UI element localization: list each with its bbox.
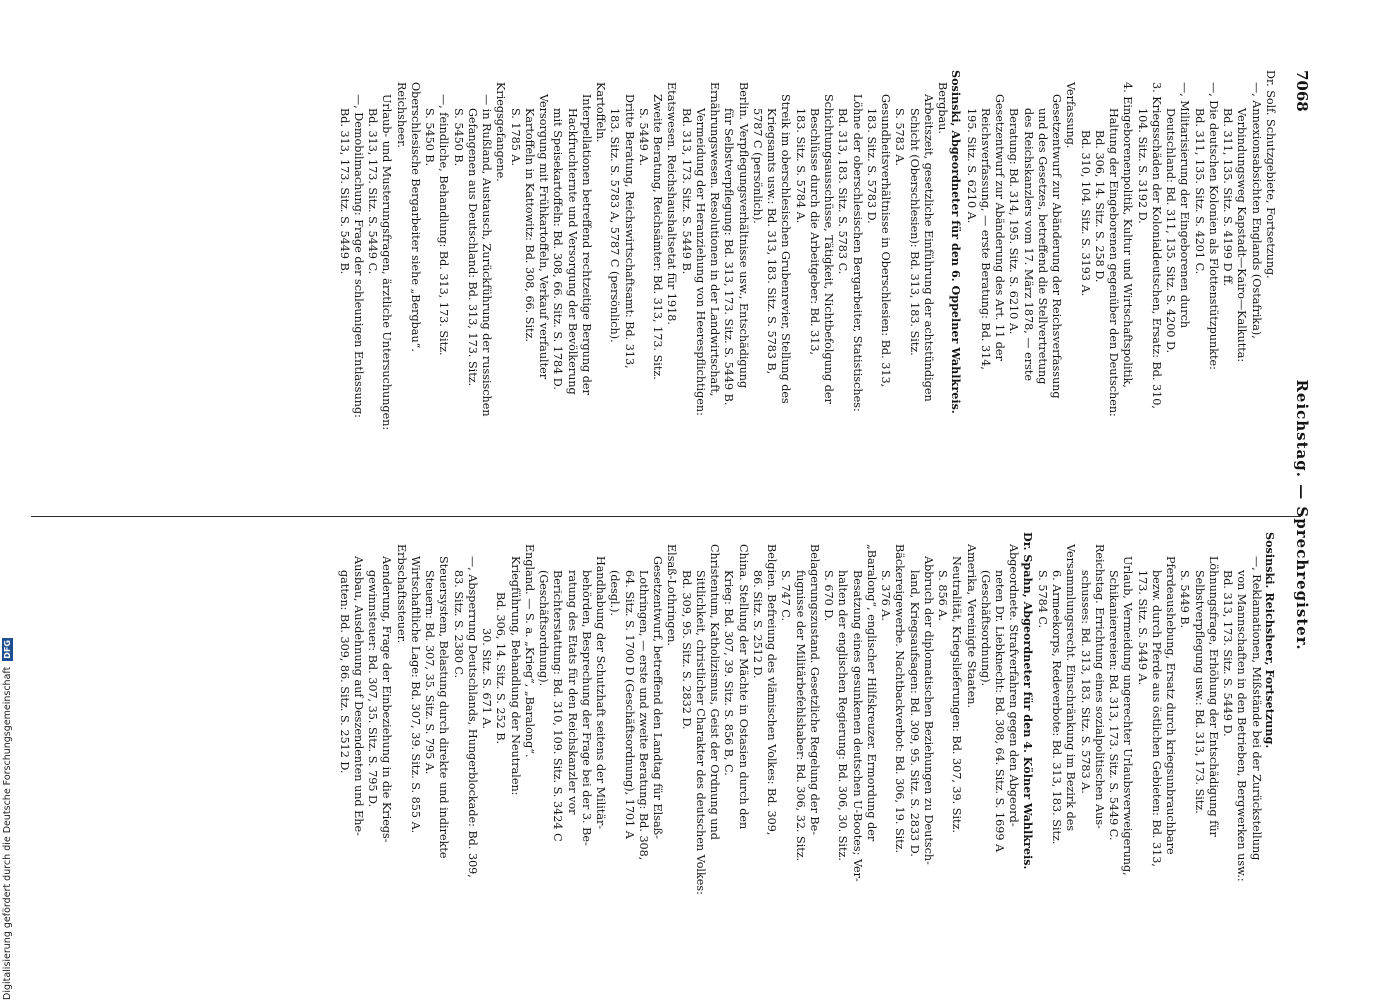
register-line: S. 1785 A. xyxy=(508,108,522,167)
register-line: Christentum, Katholizismus, Geist der Ordnung und xyxy=(708,544,722,840)
register-line: Abgeordnete. Strafverfahren gegen den Abgeord- xyxy=(1007,544,1021,827)
register-line: behörden, Besprechung der Frage bei der 3. Be- xyxy=(580,570,593,846)
right-column xyxy=(337,532,1278,957)
left-column xyxy=(337,70,1278,495)
register-line: Belgien. Befreiung des vlämischen Volkes: Bd. 309, xyxy=(765,544,779,836)
register-line: Gefangenen aus Deutschland: Bd. 313, 173. Sitz. xyxy=(466,108,479,387)
register-line: Verfassung. xyxy=(1064,82,1078,149)
credit-text: Digitalisierung gefördert durch die Deutsche Forschungsgemeinschaft xyxy=(2,666,13,1000)
register-line: Haltung der Eingeborenen gegenüber den Deutschen: xyxy=(1107,108,1121,417)
register-line: Berlin. Verpflegungsverhältnisse usw., Entschädigung xyxy=(736,82,750,389)
register-line: 5787 C (persönlich). xyxy=(751,108,764,224)
register-line: Urlaub, Vermeidung ungerechter Urlaubsverweigerung, xyxy=(1121,556,1135,876)
register-line: 64. Sitz. S. 1700 D (Geschäftsordnung), 1701 A xyxy=(622,570,636,839)
register-line: Beratung: Bd. 314, 195. Sitz. S. 6210 A. xyxy=(1007,108,1021,335)
register-line: S. 5783 A. xyxy=(893,108,907,167)
register-line: Gesetzentwurf zur Abänderung der Reichsverfassung xyxy=(1050,94,1064,399)
register-line: 195. Sitz. S. 6210 A. xyxy=(964,108,978,224)
register-line: Zweite Beratung, Reichsämter: Bd. 313, 173. Sitz. xyxy=(651,94,665,380)
register-line: Schikanierereien: Bd. 313, 173. Sitz. S. 5449 C. xyxy=(1107,570,1121,841)
register-line: Amerika, Vereinigte Staaten. xyxy=(964,544,978,709)
register-line: (desgl.). xyxy=(608,570,622,617)
register-line: Kartoffeln. xyxy=(594,82,608,143)
register-line: Kriegführung, Behandlung der Neutralen: xyxy=(508,556,522,796)
register-line: 173. Sitz. S. 5449 A. xyxy=(1135,570,1149,686)
register-line: fugnisse der Militärbefehlshaber: Bd. 306, 32. Sitz. xyxy=(793,570,807,862)
register-line: Wirtschaftliche Lage: Bd. 307, 39. Sitz. S. 855 A. xyxy=(409,556,422,834)
register-line: Reichsheer. xyxy=(394,82,408,148)
register-line: und des Gesetzes, betreffend die Stellvertretung xyxy=(1036,108,1049,385)
register-line: Reichsverfassung, — erste Beratung: Bd. 314, xyxy=(979,108,992,370)
register-line: S. 747 C. xyxy=(779,570,793,622)
register-line: Bergbau. xyxy=(936,82,950,134)
register-line: 83. Sitz. S. 2380 C. xyxy=(451,570,465,679)
register-line: Bd. 311, 135. Sitz. S. 4201 C. xyxy=(1192,108,1206,275)
register-line: Oberschlesische Bergarbeiter siehe „Bergbau“. xyxy=(409,82,422,352)
register-line: 3. Kriegsschäden der Kolonialdeutschen, Ersatz: Bd. 310, xyxy=(1150,82,1163,409)
register-line: 6. Armeekorps, Redeverbote: Bd. 313, 183. Sitz. xyxy=(1050,570,1064,845)
register-line: Löhnungsfrage, Erhöhung der Entschädigung für xyxy=(1207,556,1220,837)
register-line: 183. Sitz. S. 5784 A. xyxy=(793,108,807,224)
register-line: Selbstverpflegung usw.: Bd. 313, 173. Sitz. xyxy=(1192,570,1206,814)
register-line: Abbruch der diplomatischen Beziehungen zu Deutsch- xyxy=(922,556,935,865)
register-line: S. 376 A. xyxy=(879,570,893,621)
register-line: Aenderung, Frage der Einbeziehung in die Kriegs- xyxy=(380,556,394,843)
register-line: land, Kriegsaufsagen: Bd. 309, 95. Sitz. S. 2833 D. xyxy=(907,570,921,857)
register-line: von Mannschaften in den Betrieben, Bergwerken usw.: xyxy=(1235,570,1249,882)
register-line: Bd. 313, 173. Sitz. S. 5449 C. xyxy=(366,108,380,275)
register-line: „Baralong“, englischer Hilfskreuzer. Ermordung der xyxy=(865,544,878,842)
register-line: Versorgung mit Frühkartoffeln, Verkauf verfaulter xyxy=(537,94,551,380)
register-line: Streik im oberschlesischen Grubenrevier, Stellung des xyxy=(779,94,793,404)
register-line: Lothringen, — erste und zweite Beratung: Bd. 308, xyxy=(637,570,650,861)
digitization-credit xyxy=(2,0,16,1000)
register-line: Neutralität, Kriegslieferungen: Bd. 307, 39. Sitz. xyxy=(950,556,964,833)
register-line: —, Militarisierung der Eingeborenen durch xyxy=(1178,82,1192,329)
register-line: für Selbstverpflegung: Bd. 313, 173. Sitz. S. 5449 B. xyxy=(722,108,736,406)
register-line: 86. Sitz. S. 2512 D. xyxy=(751,570,764,679)
register-line: S. 5449 B. xyxy=(1178,570,1192,629)
dfg-logo: DFG xyxy=(3,640,12,659)
register-line: gatten: Bd. 309, 86. Sitz. S. 2512 D. xyxy=(337,570,351,774)
column-divider xyxy=(31,516,1301,517)
register-line: Bd. 313, 183. Sitz. S. 5783 C. xyxy=(836,108,850,275)
register-line: Hackfruchternte und Versorgung der Bevölkerung xyxy=(565,108,579,395)
register-line: Vermeidung der Heranziehung von Heerespflichtigen: xyxy=(694,108,707,416)
register-line: Dr. Spahn, Abgeordneter für den 4. Kölner Wahlkreis. xyxy=(1020,532,1035,870)
register-line: Bd. 313, 173. Sitz. S. 5449 B. xyxy=(337,108,351,275)
page-number: 7068 xyxy=(1293,70,1311,112)
register-line: ratung des Etats für den Reichskanzler vor xyxy=(565,570,579,815)
page-header xyxy=(1285,70,1311,960)
register-line: Handhabung der Schutzhaft seitens der Militär- xyxy=(594,556,608,830)
register-line: — in Rußland, Austausch, Zurückführung der russischen xyxy=(480,94,494,417)
register-line: Krieg: Bd. 307, 39. Sitz. S. 856 B, C. xyxy=(722,570,736,776)
register-line: Versammlungsrecht. Einschränkung im Bezirk des xyxy=(1064,544,1078,832)
register-line: —, Demobilmachung: Frage der schleunigen Entlassung: xyxy=(352,94,365,418)
register-line: Pferdeaushebung, Ersatz durch kriegsunbrauchbare xyxy=(1164,556,1178,855)
register-line: Interpellationen betreffend rechtzeitige Bergung der xyxy=(580,94,593,395)
register-line: Beschlüsse durch die Arbeitgeber: Bd. 313, xyxy=(808,108,821,356)
register-line: Besatzung eines gesunkenen deutschen U-Bootes; Ver- xyxy=(850,570,864,882)
register-line: 183. Sitz. S. 5783 A, 5787 C (persönlich). xyxy=(608,108,622,343)
register-line: Sittlichkeit, christlicher Charakter des deutschen Volkes: xyxy=(694,570,707,895)
register-line: —, Reklamationen, Mißstände bei der Zurückstellung xyxy=(1249,556,1263,861)
register-line: —, Annexionsabsichten Englands (Ostafrika), xyxy=(1249,82,1263,339)
register-line: halten der englischen Regierung: Bd. 306, 30. Sitz. xyxy=(836,570,850,861)
register-line: Deutschland: Bd. 311, 135. Sitz. S. 4200 D. xyxy=(1164,108,1178,354)
register-line: S. 5449 A. xyxy=(637,108,650,167)
register-line: Gesetzentwurf zur Abänderung des Art. 11 der xyxy=(993,94,1007,361)
register-line: Löhne der oberschlesischen Bergarbeiter, Statistisches: xyxy=(850,94,864,412)
register-line: China. Stellung der Mächte in Ostasien durch den xyxy=(736,544,750,830)
register-line: Belagerungszustand. Gesetzliche Regelung der Be- xyxy=(808,544,821,835)
register-line: Bd. 313, 173. Sitz. S. 5449 B. xyxy=(679,108,693,275)
register-line: Etatswesen. Reichshaushaltsetat für 1918. xyxy=(665,82,679,325)
register-line: Ausbau, Ausdehnung auf Deszendenten und Ehe- xyxy=(352,556,365,836)
register-line: S. 5450 B. xyxy=(451,108,465,167)
register-line: Schicht (Oberschlesien): Bd. 313, 183. Sitz. xyxy=(907,108,921,356)
register-line: Schichtungsausschüsse, Tätigkeit, Nichtbefolgung der xyxy=(822,94,836,404)
register-line: S. 5784 C. xyxy=(1036,570,1049,629)
register-line: —, Die deutschen Kolonien als Flottenstützpunkte: xyxy=(1207,82,1220,370)
register-line: Bäckereigewerbe. Nachtbackverbot: Bd. 306, 19. Sitz. xyxy=(893,544,907,854)
register-line: (Geschäftsordnung). xyxy=(537,570,551,687)
register-line: 183. Sitz. S. 5783 D. xyxy=(865,108,878,224)
register-line: neten Dr. Liebknecht: Bd. 308, 64. Sitz. S. 1699 A xyxy=(993,570,1007,853)
register-line: —, Absperrung Deutschlands, Hungerblockade: Bd. 309, xyxy=(466,556,479,878)
register-line: Bd. 311, 135. Sitz. S. 4199 D ff. xyxy=(1221,108,1235,287)
register-line: des Reichskanzlers vom 17. März 1878, — erste xyxy=(1021,108,1035,381)
register-line: (Geschäftsordnung). xyxy=(979,570,992,687)
register-line: S. 856 A. xyxy=(936,570,950,621)
register-line: gewinnsteuer: Bd. 307, 35. Sitz. S. 795 D. xyxy=(366,570,380,808)
register-line: Bd. 313, 173. Sitz. S. 5449 D. xyxy=(1221,570,1235,737)
register-line: Bd. 309, 95. Sitz. S. 2832 D. xyxy=(679,570,693,730)
register-line: Elsaß-Lothringen. xyxy=(665,544,679,646)
register-line: S. 670 D. xyxy=(822,570,836,622)
register-line: —, feindliche, Behandlung: Bd. 313, 173. Sitz. xyxy=(437,94,451,356)
register-line: Erbschaftssteuer. xyxy=(394,544,408,644)
register-line: Sosinski, Abgeordneter für den 6. Oppelner Wahlkreis. xyxy=(949,70,964,414)
register-line: mit Speisekartoffeln: Bd. 308, 66. Sitz. S. 1784 D. xyxy=(551,108,565,390)
register-page xyxy=(41,70,1311,960)
register-line: Dr. Solf. Schutzgebiete, Fortsetzung. xyxy=(1264,70,1277,279)
running-title: Reichstag. — Sprechregister. xyxy=(1293,379,1311,651)
register-line: 30. Sitz. S. 671 A. xyxy=(480,628,494,730)
register-line: 4. Eingeborenenpolitik, Kultur und Wirtschaftspolitik, xyxy=(1121,82,1135,388)
register-line: schusses: Bd. 313, 183. Sitz. S. 5783 A. xyxy=(1078,570,1092,794)
register-line: Urlaub- und Musterungsfragen, ärztliche Untersuchungen: xyxy=(380,94,394,431)
register-line: Bd. 306, 14. Sitz. S. 258 D. xyxy=(1093,130,1106,283)
register-line: Reichstag. Errichtung eines sozialpolitischen Aus- xyxy=(1093,544,1106,829)
register-line: Steuersystem, Belastung durch direkte und indirekte xyxy=(437,556,451,859)
register-line: Dritte Beratung, Reichswirtschaftsamt: Bd. 313, xyxy=(622,94,636,369)
register-line: Kriegsgefangene. xyxy=(494,82,508,182)
register-line: S. 5450 B. xyxy=(423,108,437,167)
register-line: Verbindungsweg Kapstadt—Kairo—Kalkutta: xyxy=(1235,108,1249,363)
register-line: 104. Sitz. S. 3192 D. xyxy=(1135,108,1149,224)
register-line: Arbeitszeit, gesetzliche Einführung der achtstündigen xyxy=(922,94,935,402)
register-line: Kriegsamts usw.: Bd. 313, 183. Sitz. S. 5783 B, xyxy=(765,108,779,375)
register-line: Ernährungswesen. Resolutionen in der Landwirtschaft, xyxy=(708,82,722,397)
register-line: Bd. 310, 104. Sitz. S. 3193 A. xyxy=(1078,130,1092,297)
register-line: bezw. durch Pferde aus östlichen Gebieten: Bd. 313, xyxy=(1150,570,1163,867)
register-line: Gesetzentwurf, betreffend den Landtag für Elsaß- xyxy=(651,556,665,839)
register-line: Kartoffeln in Kattowitz: Bd. 308, 66. Sitz. xyxy=(523,108,536,342)
register-line: Steuern: Bd. 307, 35. Sitz. S. 795 A. xyxy=(423,570,437,775)
register-line: Gesundheitsverhältnisse in Oberschlesien: Bd. 313, xyxy=(879,94,893,388)
register-line: Sosinski. Reichsheer, Fortsetzung. xyxy=(1263,532,1277,749)
register-line: Berichterstattung: Bd. 310, 109. Sitz. S. 3424 C xyxy=(551,570,565,842)
register-line: England. — S. a. „Krieg“, „Baralong“. xyxy=(523,544,536,758)
register-line: Bd. 306, 14. Sitz. S. 252 B. xyxy=(494,592,508,745)
